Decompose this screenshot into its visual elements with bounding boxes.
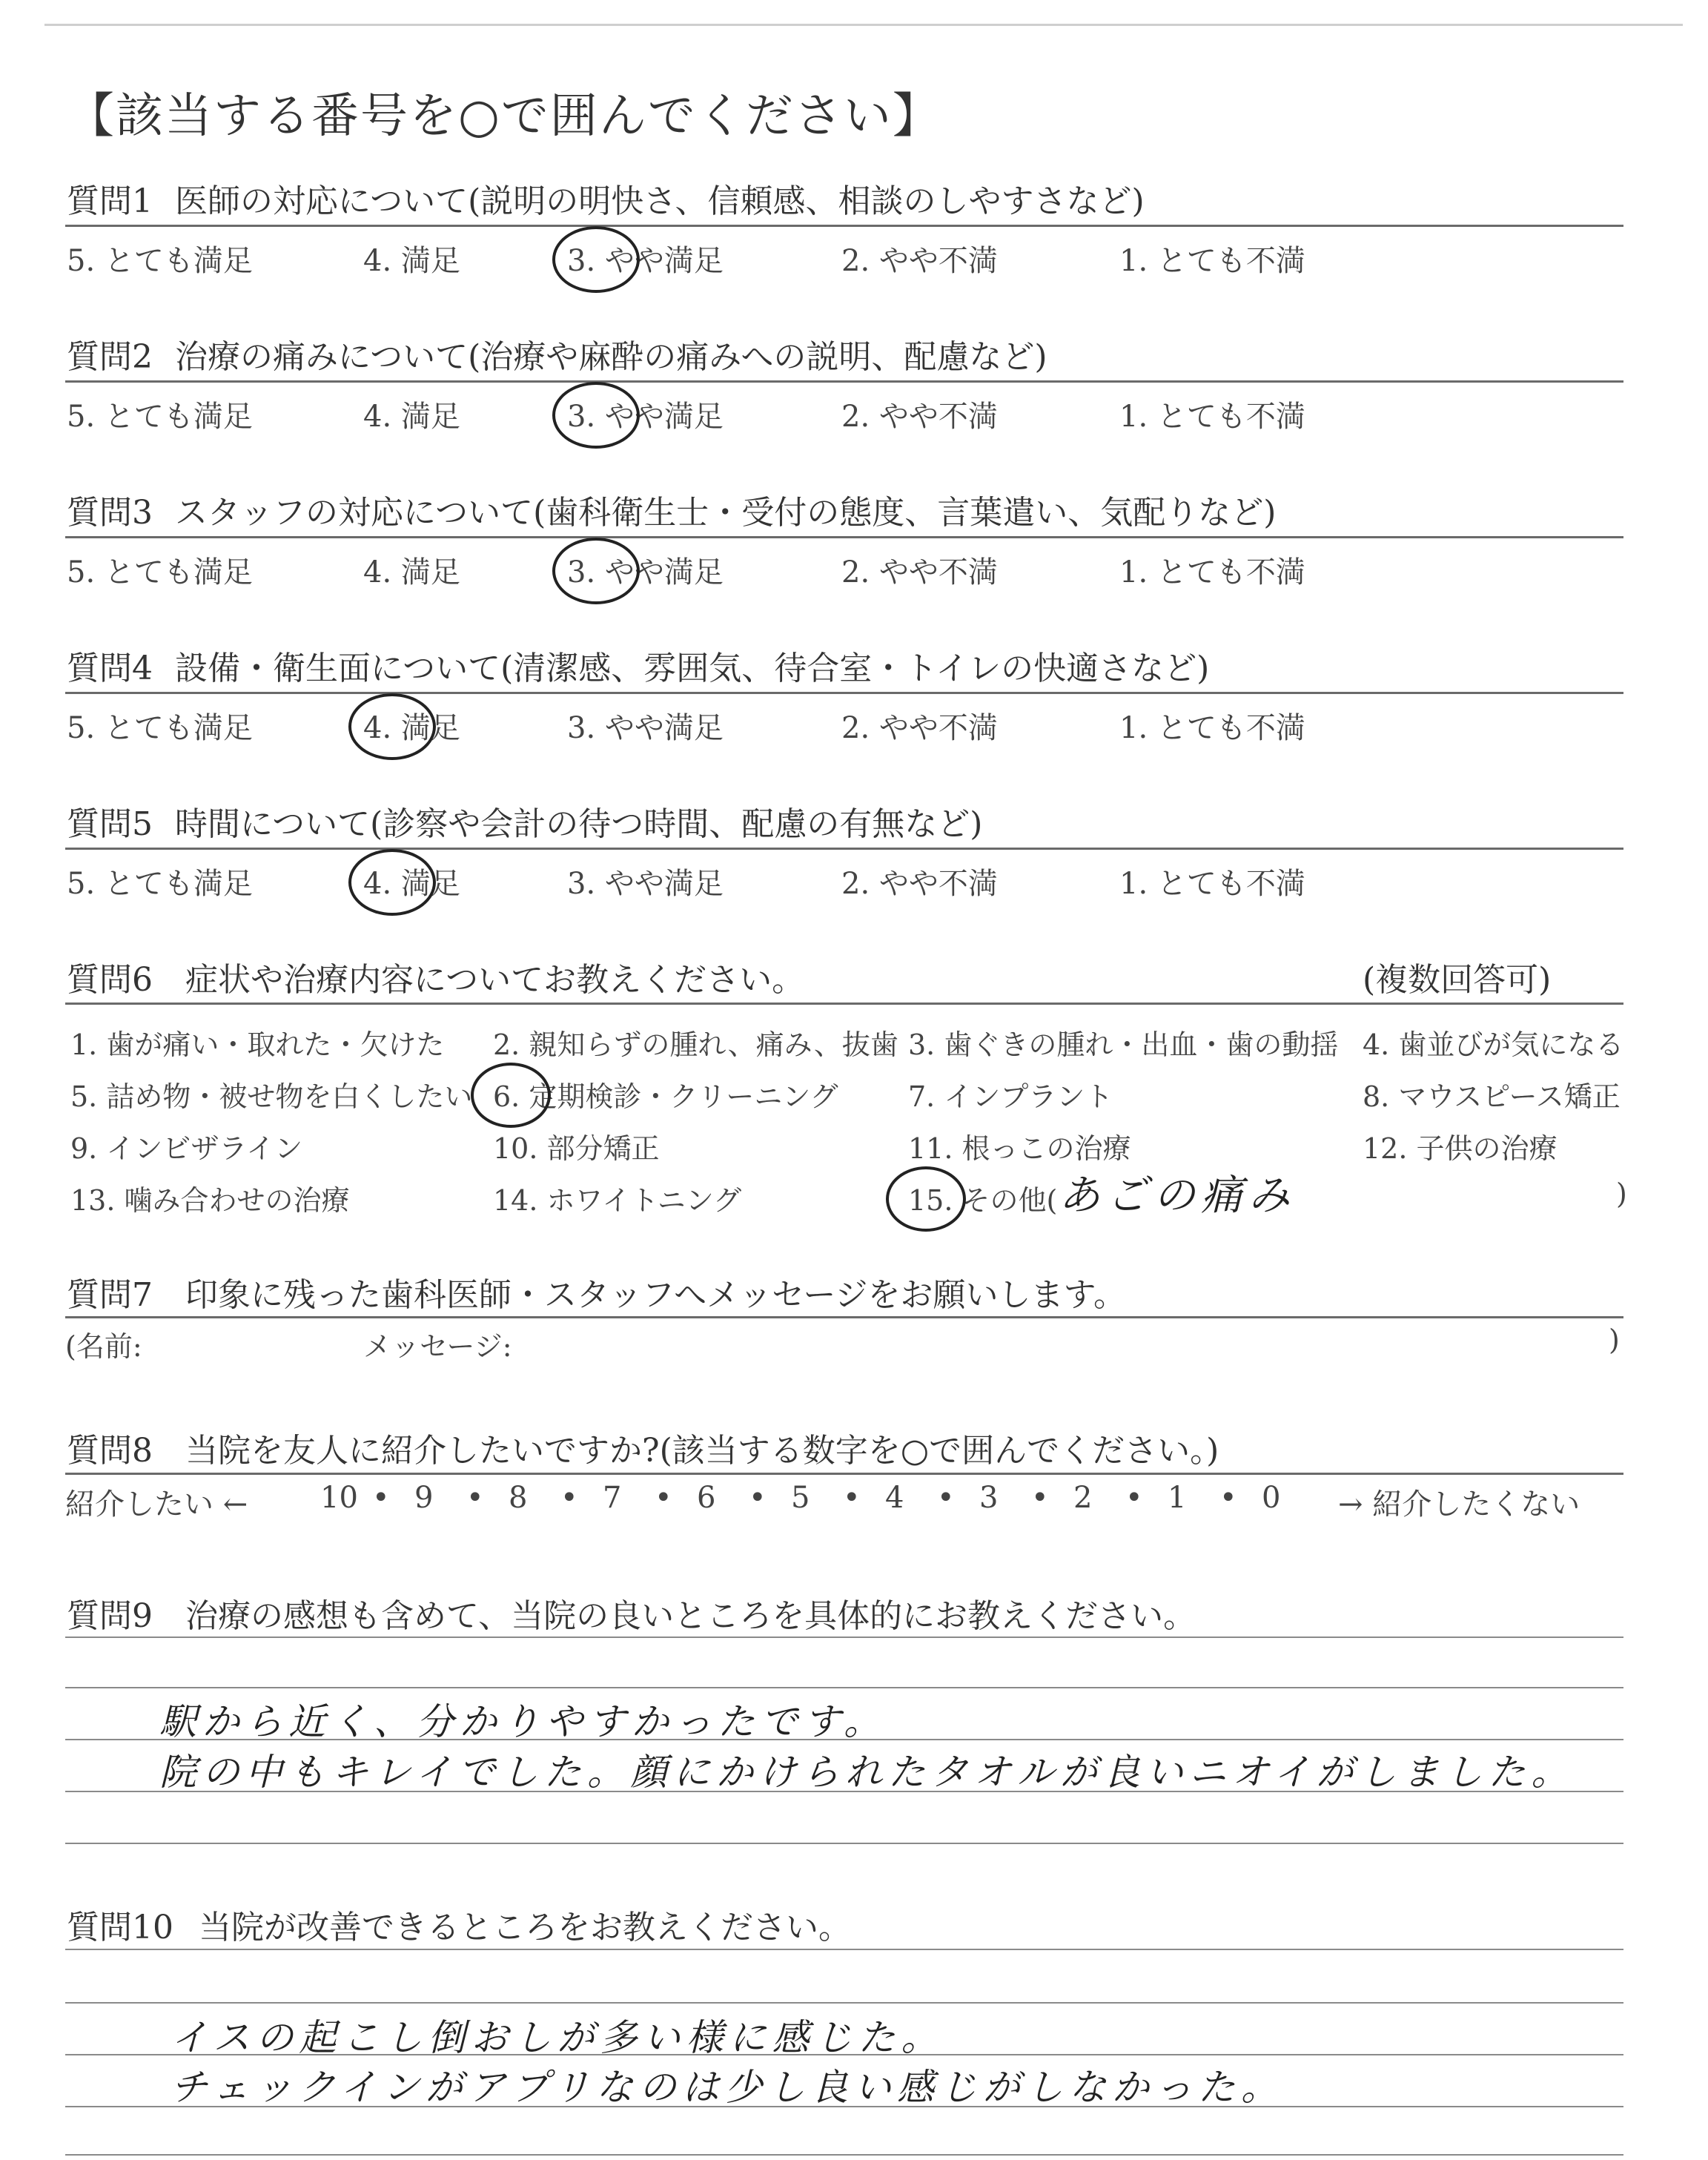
q10-line-1 <box>65 1949 1623 1950</box>
q5-rule <box>65 848 1623 850</box>
q9-title <box>67 1589 1196 1636</box>
q10-title <box>67 1900 851 1948</box>
q4-rule <box>65 692 1623 694</box>
q7-label: 質問7 <box>67 1276 153 1314</box>
q2-label: 質問2 <box>67 338 153 376</box>
q6-item-12[interactable]: 12. 子供の治療 <box>1363 1132 1558 1165</box>
q3-rule <box>65 536 1623 538</box>
q8-text: 当院を友人に紹介したいですか?(該当する数字を○で囲んでください。) <box>185 1432 1219 1470</box>
q9-answer-line-2: 院の中もキレイでした。顔にかけられたタオルが良いニオイがしました。 <box>159 1751 1575 1794</box>
q1-selection-circle <box>552 226 640 293</box>
q6-text: 症状や治療内容についてお教えください。 <box>185 961 805 999</box>
q7-message-label: メッセージ: <box>363 1330 512 1363</box>
q1-option-3[interactable]: 3. やや満足 <box>567 244 724 278</box>
q9-label: 質問9 <box>67 1597 153 1635</box>
q9-line-5 <box>65 1843 1623 1844</box>
q6-item-7[interactable]: 7. インプラント <box>908 1080 1113 1113</box>
q9-line-2 <box>65 1687 1623 1688</box>
q3-title <box>67 486 1276 533</box>
q10-answer-line-1: イスの起こし倒おしが多い様に感じた。 <box>171 2016 944 2059</box>
q7-rule <box>65 1316 1623 1318</box>
q7-name-label: (名前: <box>65 1330 142 1363</box>
q6-item-6[interactable]: 6. 定期検診・クリーニング <box>493 1080 838 1113</box>
q2-option-4[interactable]: 4. 満足 <box>363 400 460 434</box>
q8-right-label: → 紹介したくない <box>1338 1487 1580 1522</box>
q8-label: 質問8 <box>67 1432 153 1470</box>
q1-text: 医師の対応について(説明の明快さ、信頼感、相談のしやすさなど) <box>175 182 1145 220</box>
q3-option-5[interactable]: 5. とても満足 <box>67 555 253 589</box>
q5-selection-circle <box>348 849 436 916</box>
q1-title <box>67 174 1145 222</box>
q1-option-4[interactable]: 4. 満足 <box>363 244 460 278</box>
q4-title <box>67 641 1209 689</box>
q8-scale-9[interactable]: 9 <box>414 1481 434 1515</box>
q4-option-2[interactable]: 2. やや不満 <box>841 711 998 745</box>
q6-item-2[interactable]: 2. 親知らずの腫れ、痛み、抜歯 <box>493 1028 898 1061</box>
q8-scale-separator: • <box>466 1481 484 1515</box>
q5-label: 質問5 <box>67 805 153 843</box>
q8-left-label: 紹介したい ← <box>65 1487 248 1522</box>
q1-label: 質問1 <box>67 182 153 220</box>
q3-label: 質問3 <box>67 494 153 532</box>
q6-item-14[interactable]: 14. ホワイトニング <box>493 1184 742 1217</box>
q4-option-4[interactable]: 4. 満足 <box>363 711 460 745</box>
q8-scale-2[interactable]: 2 <box>1073 1481 1093 1515</box>
q6-item-8[interactable]: 8. マウスピース矯正 <box>1363 1080 1621 1113</box>
q10-text: 当院が改善できるところをお教えください。 <box>199 1909 851 1946</box>
q4-text: 設備・衛生面について(清潔感、雰囲気、待合室・トイレの快適さなど) <box>175 650 1210 687</box>
q8-scale-separator: • <box>560 1481 578 1515</box>
q3-option-3[interactable]: 3. やや満足 <box>567 555 724 589</box>
q7-text: 印象に残った歯科医師・スタッフへメッセージをお願いします。 <box>185 1276 1126 1314</box>
q8-title <box>67 1424 1219 1471</box>
q8-scale-8[interactable]: 8 <box>509 1481 528 1515</box>
q8-scale-0[interactable]: 0 <box>1262 1481 1281 1515</box>
q4-option-1[interactable]: 1. とても不満 <box>1119 711 1305 745</box>
q8-rule <box>65 1473 1623 1475</box>
q8-scale-3[interactable]: 3 <box>979 1481 999 1515</box>
q6-title <box>67 953 804 1000</box>
q8-scale-1[interactable]: 1 <box>1168 1481 1187 1515</box>
q10-line-2 <box>65 2002 1623 2004</box>
q1-rule <box>65 225 1623 227</box>
q9-line-1 <box>65 1636 1623 1638</box>
q6-note: (複数回答可) <box>1363 961 1552 999</box>
q4-selection-circle <box>348 693 436 760</box>
q10-line-5 <box>65 2154 1623 2156</box>
q2-rule <box>65 380 1623 383</box>
q8-scale-separator: • <box>937 1481 955 1515</box>
q7-close: ) <box>1609 1324 1620 1356</box>
q8-scale-4[interactable]: 4 <box>885 1481 904 1515</box>
q6-label: 質問6 <box>67 961 153 999</box>
q8-scale-separator: • <box>1125 1481 1143 1515</box>
q9-text: 治療の感想も含めて、当院の良いところを具体的にお教えください。 <box>185 1597 1196 1635</box>
q5-option-1[interactable]: 1. とても不満 <box>1119 867 1305 901</box>
q4-option-3[interactable]: 3. やや満足 <box>567 711 724 745</box>
q2-text: 治療の痛みについて(治療や麻酔の痛みへの説明、配慮など) <box>175 338 1047 376</box>
q6-item-11[interactable]: 11. 根っこの治療 <box>908 1132 1131 1165</box>
q2-option-5[interactable]: 5. とても満足 <box>67 400 253 434</box>
q2-option-1[interactable]: 1. とても不満 <box>1119 400 1305 434</box>
q3-selection-circle <box>552 538 640 604</box>
q5-option-5[interactable]: 5. とても満足 <box>67 867 253 901</box>
q8-scale-separator: • <box>372 1481 390 1515</box>
q8-scale-5[interactable]: 5 <box>791 1481 810 1515</box>
q8-scale-separator: • <box>749 1481 767 1515</box>
q8-scale-6[interactable]: 6 <box>697 1481 716 1515</box>
q4-option-5[interactable]: 5. とても満足 <box>67 711 253 745</box>
scan-top-edge <box>44 24 1683 26</box>
q5-title <box>67 797 982 845</box>
q5-option-3[interactable]: 3. やや満足 <box>567 867 724 901</box>
q9-answer-line-1: 駅から近く、分かりやすかったです。 <box>159 1700 887 1743</box>
q8-scale-separator: • <box>655 1481 672 1515</box>
q2-title <box>67 330 1047 377</box>
q6-item-15[interactable]: 15. その他( <box>908 1184 1058 1217</box>
q1-option-1[interactable]: 1. とても不満 <box>1119 244 1305 278</box>
q3-text: スタッフの対応について(歯科衛生士・受付の態度、言葉遣い、気配りなど) <box>175 494 1277 532</box>
q8-scale-separator: • <box>1031 1481 1049 1515</box>
q6-other-handwritten: あごの痛み <box>1059 1172 1296 1220</box>
q6-rule <box>65 1003 1623 1005</box>
q8-scale-separator: • <box>1219 1481 1237 1515</box>
q10-answer-line-2: チェックインがアプリなのは少し良い感じがしなかった。 <box>171 2066 1284 2109</box>
q6-selection-circle-15 <box>886 1166 966 1232</box>
q8-scale-separator: • <box>843 1481 861 1515</box>
q3-option-2[interactable]: 2. やや不満 <box>841 555 998 589</box>
q4-label: 質問4 <box>67 650 153 687</box>
q1-option-5[interactable]: 5. とても満足 <box>67 244 253 278</box>
q7-title <box>67 1268 1126 1315</box>
q5-text: 時間について(診察や会計の待つ時間、配慮の有無など) <box>175 805 983 843</box>
q2-option-2[interactable]: 2. やや不満 <box>841 400 998 434</box>
form-heading: 【該当する番号を○で囲んでください】 <box>67 89 941 144</box>
q8-scale-7[interactable]: 7 <box>603 1481 622 1515</box>
q6-item-4[interactable]: 4. 歯並びが気になる <box>1363 1028 1624 1061</box>
q6-item-10[interactable]: 10. 部分矯正 <box>493 1132 660 1165</box>
q6-selection-circle-6 <box>471 1063 551 1128</box>
q1-option-2[interactable]: 2. やや不満 <box>841 244 998 278</box>
q6-other-close: ) <box>1616 1178 1627 1210</box>
q3-option-4[interactable]: 4. 満足 <box>363 555 460 589</box>
q6-item-9[interactable]: 9. インビザライン <box>70 1132 303 1165</box>
q6-item-3[interactable]: 3. 歯ぐきの腫れ・出血・歯の動揺 <box>908 1028 1339 1061</box>
q6-item-1[interactable]: 1. 歯が痛い・取れた・欠けた <box>70 1028 445 1061</box>
q6-item-13[interactable]: 13. 噛み合わせの治療 <box>70 1184 350 1217</box>
q2-selection-circle <box>552 382 640 449</box>
q5-option-4[interactable]: 4. 満足 <box>363 867 460 901</box>
q5-option-2[interactable]: 2. やや不満 <box>841 867 998 901</box>
q6-item-5[interactable]: 5. 詰め物・被せ物を白くしたい <box>70 1080 473 1113</box>
q10-label: 質問10 <box>67 1909 173 1946</box>
q8-scale-10[interactable]: 10 <box>320 1481 358 1515</box>
q3-option-1[interactable]: 1. とても不満 <box>1119 555 1305 589</box>
q2-option-3[interactable]: 3. やや満足 <box>567 400 724 434</box>
